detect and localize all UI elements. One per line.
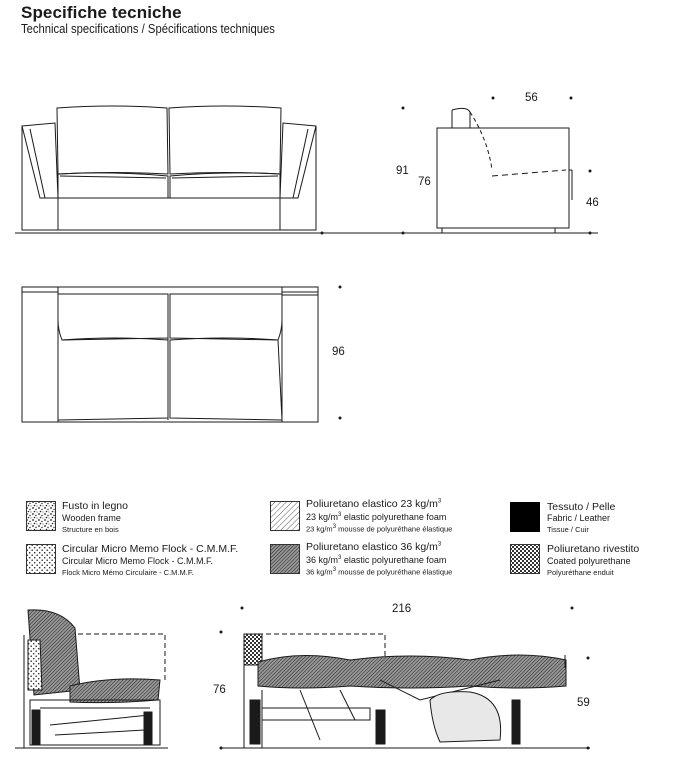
dim-bed-back-height: 76 (213, 684, 226, 696)
legend-foam23-en: 23 $kg/m^3$ elastic polyurethane foam (306, 512, 447, 522)
legend-foam23-fr: 23 $kg/m^3$ mousse de polyuréthane élastique (306, 524, 453, 534)
foam-36-swatch (270, 544, 300, 574)
section-view-bed (222, 634, 590, 748)
page-title: Specifiche tecniche (21, 3, 182, 22)
legend-wood-en: Wooden frame (62, 513, 121, 523)
dim-side-seat-height: 76 (418, 176, 431, 188)
coated-pu-swatch (510, 544, 540, 574)
section-view-sofa (15, 610, 168, 748)
legend-coated-en: Coated polyurethane (547, 556, 631, 566)
legend-cmmf-it: Circular Micro Memo Flock - C.M.M.F. (62, 543, 239, 555)
fabric-leather-swatch (510, 502, 540, 532)
front-view (15, 106, 322, 233)
dim-side-depth: 56 (525, 92, 538, 104)
legend-fabric-fr: Tissue / Cuir (547, 525, 589, 534)
legend-coated-it: Poliuretano rivestito (547, 543, 640, 555)
dim-side-height: 91 (396, 165, 409, 177)
legend-wood-fr: Structure en bois (62, 525, 119, 534)
legend-wood-it: Fusto in legno (62, 500, 128, 512)
foam-23-swatch (270, 501, 300, 531)
legend-foam23-it: Poliuretano elastico 23 $kg/m^3$ (306, 498, 442, 510)
page-subtitle: Technical specifications / Spécifications techniques (21, 22, 275, 36)
dim-top-depth: 96 (332, 346, 345, 358)
legend-cmmf-en: Circular Micro Memo Flock - C.M.M.F. (62, 556, 214, 566)
dim-bed-height: 59 (577, 697, 590, 709)
legend-foam36-fr: 36 $kg/m^3$ mousse de polyuréthane élastique (306, 567, 453, 577)
dimension-markers (220, 97, 592, 750)
legend-coated-fr: Polyuréthane enduit (547, 568, 614, 577)
legend-fabric-it: Tessuto / Pelle (547, 501, 616, 513)
legend-cmmf-fr: Flock Micro Mémo Circulaire - C.M.M.F. (62, 568, 194, 577)
legend-fabric-en: Fabric / Leather (547, 513, 611, 523)
legend-foam36-en: 36 $kg/m^3$ elastic polyurethane foam (306, 555, 447, 565)
legend-foam36-it: Poliuretano elastico 36 $kg/m^3$ (306, 541, 442, 553)
side-view (322, 108, 598, 233)
cmmf-swatch (26, 544, 56, 574)
top-view (22, 287, 318, 422)
dim-side-arm-height: 46 (586, 197, 599, 209)
dim-bed-length: 216 (392, 603, 412, 615)
wooden-frame-swatch (26, 501, 56, 531)
